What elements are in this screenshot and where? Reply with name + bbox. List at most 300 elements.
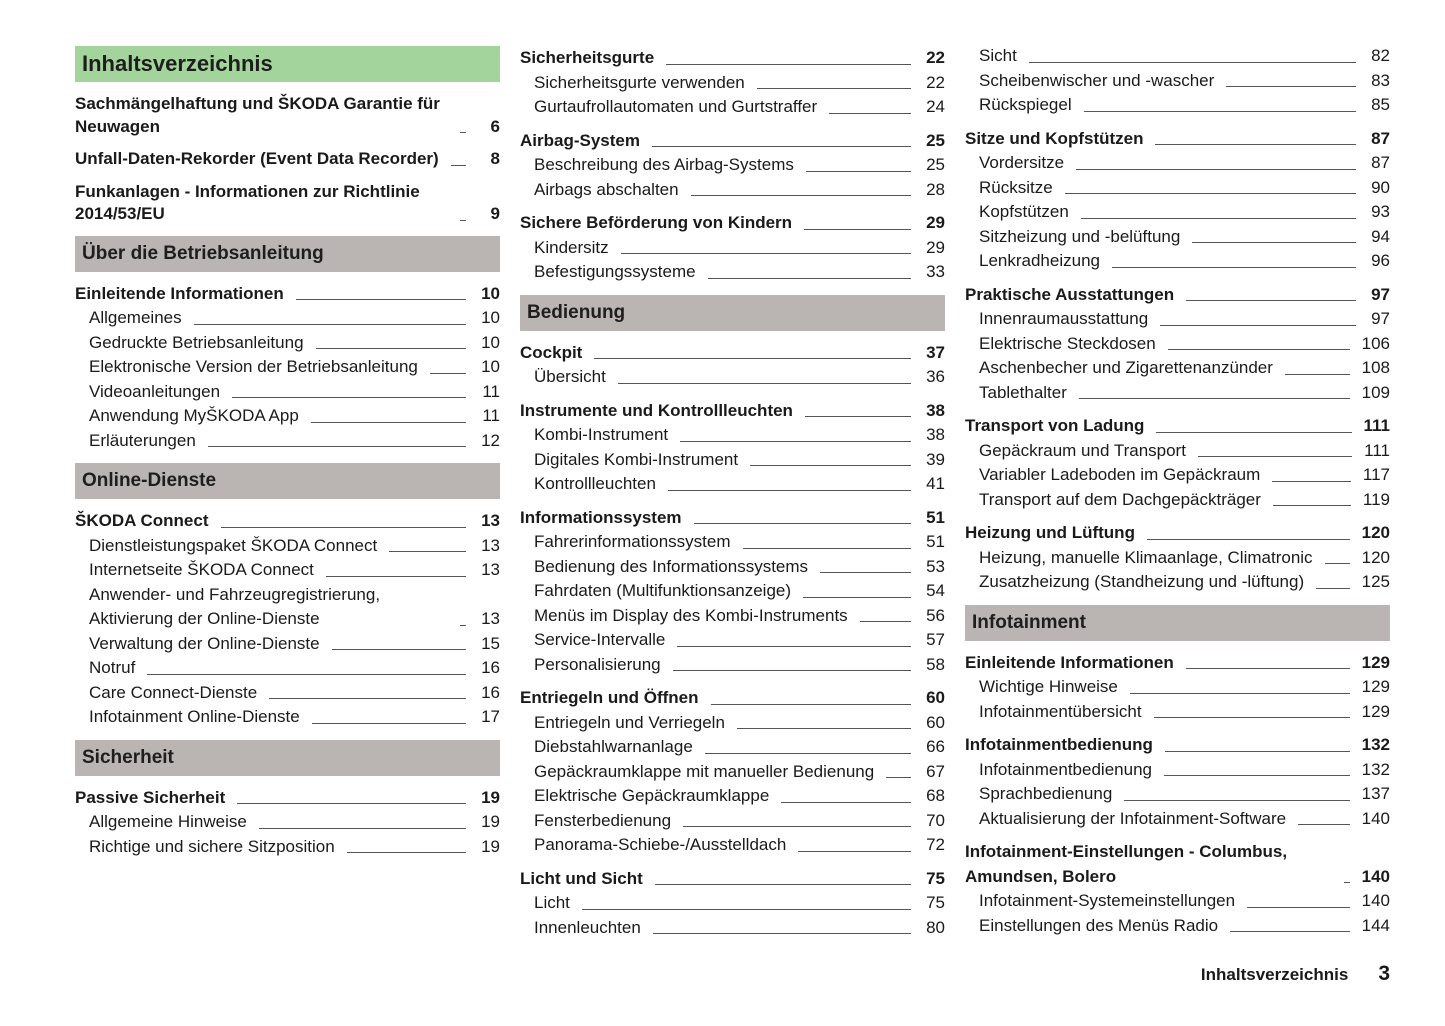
- entry-title: Infotainmentübersicht: [979, 701, 1142, 721]
- entry-title: Variabler Ladeboden im Gepäckraum: [979, 465, 1261, 484]
- page-ref: 25: [926, 130, 945, 150]
- toc-section-entry[interactable]: [75, 93, 500, 138]
- leader-line: [1186, 300, 1356, 301]
- toc-subentry[interactable]: [965, 546, 1390, 571]
- page-ref: 96: [1371, 251, 1390, 270]
- spacer: [965, 274, 1390, 283]
- leader-line: [1124, 800, 1349, 801]
- page-ref: 19: [481, 836, 500, 856]
- leader-line: [737, 728, 911, 729]
- toc-subentry[interactable]: [75, 558, 500, 583]
- entry-title: Aktualisierung der Infotainment-Software: [979, 808, 1287, 828]
- spacer: [520, 285, 945, 295]
- page-ref: 87: [1371, 153, 1390, 172]
- page-ref: 28: [926, 179, 945, 199]
- entry-title: Innenleuchten: [534, 917, 641, 937]
- page-ref: 10: [481, 332, 500, 352]
- entry-title: Fahrdaten (Multifunktionsanzeige): [534, 581, 792, 600]
- page-ref: 13: [481, 609, 500, 628]
- page-ref: 58: [926, 654, 945, 674]
- page-ref: 51: [926, 507, 945, 527]
- toc-subentry[interactable]: [965, 200, 1390, 225]
- leader-line: [666, 64, 911, 65]
- leader-line: [194, 324, 466, 325]
- entry-title: Sprachbedienung: [979, 784, 1113, 803]
- toc-subentry[interactable]: [965, 889, 1390, 914]
- toc-subentry[interactable]: [520, 472, 945, 497]
- leader-line: [594, 358, 911, 359]
- entry-title: Übersicht: [534, 367, 606, 386]
- toc-subentry[interactable]: [520, 916, 945, 941]
- entry-title: Verwaltung der Online-Dienste: [89, 633, 320, 653]
- entry-title: Sichere Beförderung von Kindern: [520, 213, 793, 232]
- leader-line: [1081, 218, 1356, 219]
- spacer: [75, 730, 500, 740]
- toc-subentry[interactable]: [520, 236, 945, 261]
- entry-title: Personalisierung: [534, 654, 661, 674]
- leader-line: [269, 698, 466, 699]
- page-ref: 60: [926, 688, 945, 707]
- page-ref: 140: [1361, 808, 1390, 828]
- page-ref: 36: [926, 367, 945, 386]
- toc-section-entry[interactable]: [520, 686, 945, 711]
- toc-section-entry[interactable]: [520, 129, 945, 154]
- leader-line: [711, 704, 912, 705]
- entry-title: Sitze und Kopfstützen: [965, 128, 1144, 148]
- entry-title: Kombi-Instrument: [534, 425, 669, 444]
- toc-subentry[interactable]: [75, 583, 500, 632]
- leader-line: [673, 670, 911, 671]
- toc-section-entry[interactable]: [520, 506, 945, 531]
- page-ref: 19: [481, 787, 500, 807]
- leader-line: [1247, 907, 1350, 908]
- toc-subentry[interactable]: [75, 380, 500, 405]
- toc-subentry[interactable]: [520, 95, 945, 120]
- toc-subentry[interactable]: [520, 784, 945, 809]
- page-ref: 125: [1361, 572, 1390, 591]
- toc-subentry[interactable]: [520, 604, 945, 629]
- toc-subentry[interactable]: [75, 331, 500, 356]
- entry-title: Kindersitz: [534, 237, 609, 257]
- entry-title: Unfall-Daten-Rekorder (Event Data Recorder): [75, 149, 439, 168]
- leader-line: [655, 884, 911, 885]
- toc-section-entry[interactable]: [520, 211, 945, 236]
- toc-subentry[interactable]: [965, 332, 1390, 357]
- toc-subentry[interactable]: [520, 423, 945, 448]
- toc-subentry[interactable]: [520, 809, 945, 834]
- spacer: [965, 831, 1390, 840]
- page-footer: [1201, 962, 1390, 986]
- toc-subentry[interactable]: [965, 488, 1390, 513]
- toc-subentry[interactable]: [965, 807, 1390, 832]
- entry-title: Befestigungssysteme: [534, 262, 696, 281]
- toc-subentry[interactable]: [520, 178, 945, 203]
- toc-subentry[interactable]: [520, 711, 945, 736]
- entry-title: Wichtige Hinweise: [979, 677, 1118, 696]
- spacer: [520, 677, 945, 686]
- entry-title: Anwender- und Fahrzeugregistrierung, Aktivierung der Online-Dienste: [89, 584, 381, 628]
- page-ref: 80: [926, 917, 945, 937]
- page-ref: 70: [926, 810, 945, 830]
- page-ref: 106: [1361, 333, 1390, 353]
- leader-line: [757, 88, 911, 89]
- toc-subentry[interactable]: [965, 439, 1390, 464]
- leader-line: [1065, 193, 1356, 194]
- entry-title: Sicherheitsgurte verwenden: [534, 72, 745, 92]
- entry-title: Anwendung MyŠKODA App: [89, 406, 299, 425]
- toc-section-entry[interactable]: [75, 148, 500, 171]
- chapter-header: Online-Dienste: [75, 463, 500, 499]
- entry-title: Fahrerinformationssystem: [534, 532, 731, 551]
- spacer: [520, 858, 945, 867]
- page-ref: 97: [1371, 284, 1390, 304]
- leader-line: [1155, 144, 1356, 145]
- page-ref: 8: [490, 149, 500, 168]
- entry-title: Gedruckte Betriebsanleitung: [89, 332, 304, 352]
- toc-subentry[interactable]: [965, 381, 1390, 406]
- toc-section-entry[interactable]: [965, 283, 1390, 308]
- toc-subentry[interactable]: [75, 705, 500, 730]
- spacer: [965, 724, 1390, 733]
- page-ref: 13: [481, 560, 500, 579]
- leader-line: [621, 253, 911, 254]
- toc-subentry[interactable]: [520, 260, 945, 285]
- entry-title: Elektrische Steckdosen: [979, 333, 1156, 353]
- toc-section-entry[interactable]: [75, 282, 500, 307]
- entry-title: Transport auf dem Dachgepäckträger: [979, 489, 1261, 509]
- leader-line: [652, 146, 911, 147]
- toc-section-entry[interactable]: [75, 509, 500, 534]
- entry-title: Allgemeine Hinweise: [89, 812, 247, 831]
- page-ref: 56: [926, 605, 945, 625]
- page-ref: 12: [481, 430, 500, 450]
- page-ref: 29: [926, 213, 945, 232]
- chapter-header: Infotainment: [965, 605, 1390, 641]
- leader-line: [1156, 432, 1351, 433]
- toc-section-entry[interactable]: [965, 840, 1390, 889]
- leader-line: [312, 723, 466, 724]
- leader-line: [1192, 242, 1356, 243]
- page-ref: 109: [1361, 382, 1390, 402]
- page-ref: 9: [490, 204, 500, 223]
- toc-subentry[interactable]: [520, 735, 945, 760]
- entry-title: Einleitende Informationen: [965, 652, 1174, 672]
- footer-title: Inhaltsverzeichnis: [1200, 965, 1349, 984]
- toc-subentry[interactable]: [75, 306, 500, 331]
- leader-line: [389, 551, 466, 552]
- leader-line: [311, 422, 466, 423]
- toc-subentry[interactable]: [75, 835, 500, 860]
- leader-line: [804, 229, 911, 230]
- leader-line: [680, 441, 911, 442]
- leader-line: [1029, 62, 1356, 63]
- toc-subentry[interactable]: [965, 307, 1390, 332]
- leader-line: [1325, 563, 1350, 564]
- toc-subentry[interactable]: [965, 93, 1390, 118]
- leader-line: [259, 828, 466, 829]
- leader-line: [1084, 111, 1356, 112]
- page-ref: 93: [1371, 202, 1390, 221]
- toc-subentry[interactable]: [520, 833, 945, 858]
- page-ref: 120: [1361, 523, 1390, 542]
- toc-subentry[interactable]: [520, 530, 945, 555]
- page-ref: 132: [1361, 735, 1390, 754]
- entry-title: Licht und Sicht: [520, 868, 643, 888]
- entry-title: Cockpit: [520, 342, 583, 362]
- leader-line: [668, 490, 911, 491]
- page-ref: 33: [926, 262, 945, 281]
- page-ref: 60: [926, 712, 945, 732]
- page-ref: 16: [481, 658, 500, 677]
- entry-title: Airbag-System: [520, 130, 640, 150]
- toc-subentry[interactable]: [965, 700, 1390, 725]
- leader-line: [296, 299, 466, 300]
- toc-column-3: [965, 44, 1390, 938]
- page-ref: 41: [926, 474, 945, 493]
- toc-section-entry[interactable]: [965, 651, 1390, 676]
- toc-subentry[interactable]: [965, 914, 1390, 939]
- leader-line: [147, 674, 466, 675]
- page-ref: 87: [1371, 128, 1390, 148]
- leader-line: [1168, 349, 1350, 350]
- leader-line: [347, 852, 466, 853]
- toc-subentry[interactable]: [520, 628, 945, 653]
- leader-line: [1186, 668, 1350, 669]
- leader-line: [1130, 693, 1350, 694]
- toc-subentry[interactable]: [965, 151, 1390, 176]
- toc-section-entry[interactable]: [520, 341, 945, 366]
- toc-subentry[interactable]: [520, 448, 945, 473]
- toc-subentry[interactable]: [75, 656, 500, 681]
- toc-subentry[interactable]: [520, 891, 945, 916]
- entry-title: Praktische Ausstattungen: [965, 284, 1175, 304]
- page-ref: 137: [1361, 784, 1390, 803]
- toc-section-entry[interactable]: [75, 181, 500, 226]
- page-ref: 68: [926, 786, 945, 805]
- page-ref: 111: [1363, 416, 1390, 435]
- entry-title: Sicherheitsgurte: [520, 48, 655, 67]
- entry-title: Fensterbedienung: [534, 810, 672, 830]
- spacer: [965, 595, 1390, 605]
- toc-subentry[interactable]: [75, 810, 500, 835]
- entry-title: Notruf: [89, 658, 136, 677]
- toc-subentry[interactable]: [75, 404, 500, 429]
- leader-line: [1147, 539, 1350, 540]
- entry-title: Rücksitze: [979, 177, 1053, 197]
- leader-line: [1272, 481, 1351, 482]
- entry-title: Passive Sicherheit: [75, 787, 226, 807]
- entry-title: Zusatzheizung (Standheizung und -lüftung): [979, 572, 1305, 591]
- page-ref: 10: [481, 308, 500, 327]
- spacer: [520, 202, 945, 211]
- entry-title: Innenraumausstattung: [979, 309, 1149, 328]
- toc-section-entry[interactable]: [520, 399, 945, 424]
- page-ref: 140: [1361, 891, 1390, 910]
- entry-title: Kopfstützen: [979, 202, 1069, 221]
- page-ref: 144: [1361, 915, 1390, 935]
- leader-line: [1316, 588, 1350, 589]
- leader-line: [781, 802, 911, 803]
- leader-line: [820, 572, 911, 573]
- leader-line: [460, 220, 466, 221]
- toc-subentry[interactable]: [75, 429, 500, 454]
- spacer: [520, 390, 945, 399]
- entry-title: Elektrische Gepäckraumklappe: [534, 786, 770, 805]
- page-ref: 67: [926, 761, 945, 781]
- toc-column-2: [520, 46, 945, 940]
- spacer: [520, 120, 945, 129]
- leader-line: [1076, 169, 1356, 170]
- leader-line: [803, 597, 911, 598]
- toc-section-entry[interactable]: [965, 521, 1390, 546]
- entry-title: Transport von Ladung: [965, 416, 1145, 435]
- leader-line: [460, 132, 466, 133]
- page-ref: 90: [1371, 177, 1390, 197]
- entry-title: Airbags abschalten: [534, 179, 679, 199]
- entry-title: Infotainmentbedienung: [979, 759, 1152, 779]
- page-ref: 22: [926, 72, 945, 92]
- page-ref: 66: [926, 737, 945, 756]
- spacer: [965, 512, 1390, 521]
- leader-line: [1154, 717, 1350, 718]
- toc-subentry[interactable]: [75, 681, 500, 706]
- page-ref: 29: [926, 237, 945, 257]
- page-ref: 129: [1361, 677, 1390, 696]
- entry-title: Panorama-Schiebe-/Ausstelldach: [534, 835, 787, 854]
- page-number: 3: [1378, 962, 1390, 985]
- toc-section-entry[interactable]: [965, 127, 1390, 152]
- toc-subentry[interactable]: [520, 71, 945, 96]
- toc-subentry[interactable]: [520, 653, 945, 678]
- entry-title: Diebstahlwarnanlage: [534, 737, 693, 756]
- toc-subentry[interactable]: [520, 365, 945, 390]
- page-ref: 51: [926, 532, 945, 551]
- entry-title: Sicht: [979, 46, 1017, 65]
- toc-subentry[interactable]: [965, 675, 1390, 700]
- toc-subentry[interactable]: [965, 176, 1390, 201]
- page-ref: 17: [481, 707, 500, 726]
- page-ref: 94: [1371, 226, 1390, 246]
- entry-title: Funkanlagen - Informationen zur Richtlinie 2014/53/EU: [75, 181, 420, 223]
- toc-subentry[interactable]: [965, 249, 1390, 274]
- leader-line: [332, 649, 466, 650]
- page-ref: 120: [1361, 547, 1390, 567]
- chapter-header: Über die Betriebsanleitung: [75, 236, 500, 272]
- leader-line: [582, 909, 911, 910]
- entry-title: Licht: [534, 893, 570, 912]
- leader-line: [326, 576, 466, 577]
- entry-title: Videoanleitungen: [89, 381, 221, 401]
- leader-line: [798, 851, 911, 852]
- toc-section-entry[interactable]: [520, 867, 945, 892]
- page-ref: 72: [926, 835, 945, 854]
- toc-subentry[interactable]: [520, 579, 945, 604]
- leader-line: [677, 646, 911, 647]
- leader-line: [653, 933, 911, 934]
- page-ref: 129: [1361, 652, 1390, 672]
- toc-subentry[interactable]: [965, 44, 1390, 69]
- toc-subentry[interactable]: [520, 760, 945, 785]
- entry-title: Rückspiegel: [979, 95, 1072, 114]
- toc-subentry[interactable]: [965, 69, 1390, 94]
- toc-section-entry[interactable]: [75, 786, 500, 811]
- toc-section-entry[interactable]: [520, 46, 945, 71]
- entry-title: Aschenbecher und Zigarettenanzünder: [979, 358, 1273, 377]
- leader-line: [829, 113, 911, 114]
- toc-subentry[interactable]: [965, 570, 1390, 595]
- page-ref: 75: [926, 868, 945, 888]
- spacer: [75, 453, 500, 463]
- page-ref: 53: [926, 556, 945, 576]
- leader-line: [1165, 751, 1350, 752]
- entry-title: Einstellungen des Menüs Radio: [979, 915, 1219, 935]
- entry-title: Scheibenwischer und -wascher: [979, 70, 1215, 90]
- page-ref: 75: [926, 893, 945, 912]
- page-ref: 57: [926, 630, 945, 649]
- toc-subentry[interactable]: [965, 356, 1390, 381]
- toc-section-entry[interactable]: [965, 414, 1390, 439]
- leader-line: [860, 621, 911, 622]
- leader-line: [1344, 882, 1350, 883]
- toc-subentry[interactable]: [965, 782, 1390, 807]
- leader-line: [430, 373, 466, 374]
- entry-title: Digitales Kombi-Instrument: [534, 449, 739, 469]
- toc-subentry[interactable]: [965, 225, 1390, 250]
- entry-title: Tablethalter: [979, 382, 1067, 402]
- toc-subentry[interactable]: [75, 355, 500, 380]
- entry-title: Richtige und sichere Sitzposition: [89, 836, 335, 856]
- toc-section-entry[interactable]: [965, 733, 1390, 758]
- entry-title: Gepäckraumklappe mit manueller Bedienung: [534, 761, 875, 781]
- toc-subentry[interactable]: [965, 463, 1390, 488]
- leader-line: [237, 803, 466, 804]
- spacer: [965, 405, 1390, 414]
- page-ref: 83: [1371, 70, 1390, 90]
- page-ref: 117: [1362, 465, 1390, 484]
- page-ref: 16: [481, 682, 500, 702]
- leader-line: [1164, 775, 1350, 776]
- leader-line: [1273, 505, 1351, 506]
- leader-line: [805, 416, 911, 417]
- page-title: Inhaltsverzeichnis: [75, 46, 500, 82]
- entry-title: Service-Intervalle: [534, 630, 666, 649]
- entry-title: Infotainment-Einstellungen - Columbus, Amundsen, Bolero: [965, 842, 1288, 886]
- page-ref: 25: [926, 155, 945, 174]
- page-ref: 13: [481, 511, 500, 530]
- toc-subentry[interactable]: [75, 632, 500, 657]
- entry-title: Informationssystem: [520, 507, 682, 527]
- toc-subentry[interactable]: [520, 555, 945, 580]
- entry-title: Menüs im Display des Kombi-Instruments: [534, 605, 848, 625]
- page-ref: 119: [1362, 489, 1390, 509]
- entry-title: Bedienung des Informationssystems: [534, 556, 809, 576]
- leader-line: [708, 278, 911, 279]
- entry-title: Heizung, manuelle Klimaanlage, Climatronic: [979, 547, 1313, 567]
- page-ref: 10: [481, 357, 500, 376]
- toc-subentry[interactable]: [965, 758, 1390, 783]
- page-ref: 132: [1361, 759, 1390, 779]
- toc-subentry[interactable]: [75, 534, 500, 559]
- leader-line: [705, 753, 911, 754]
- page-ref: 13: [481, 535, 500, 555]
- page-ref: 111: [1364, 440, 1390, 460]
- entry-title: Sachmängelhaftung und ŠKODA Garantie für Neuwagen: [75, 94, 440, 136]
- entry-title: Infotainment-Systemeinstellungen: [979, 891, 1236, 910]
- page-ref: 97: [1371, 309, 1390, 328]
- leader-line: [1112, 267, 1356, 268]
- entry-title: Infotainmentbedienung: [965, 735, 1153, 754]
- toc-subentry[interactable]: [520, 153, 945, 178]
